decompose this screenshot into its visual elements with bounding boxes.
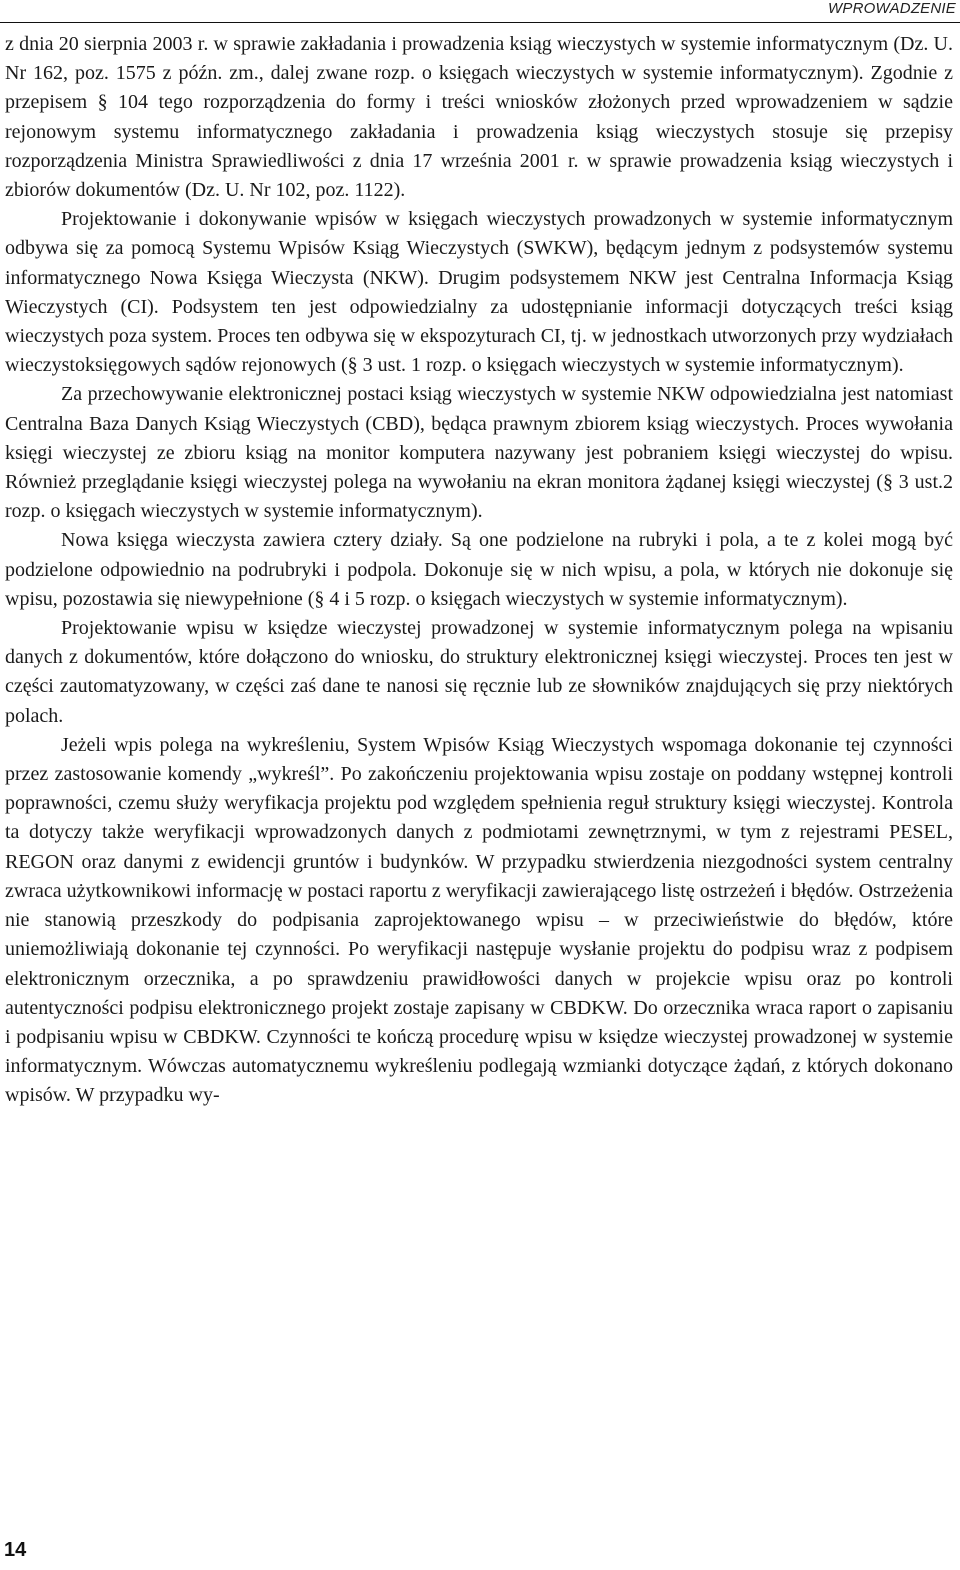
- paragraph-continued: z dnia 20 sierpnia 2003 r. w sprawie zakładania i prowadzenia ksiąg wieczystych w systemie informatycznym (Dz. U. Nr 162, poz. 1575 z późn. zm., dalej zwane rozp. o księgach wieczystych w systemie informatycznym). Zgodnie z przepisem § 104 tego rozporządzenia do formy i treści wniosków złożonych przed wprowadzeniem w sądzie rejonowym systemu informatycznego zakładania i prowadzenia ksiąg wieczystych stosuje się przepisy rozporządzenia Ministra Sprawiedliwości z dnia 17 września 2001 r. w sprawie prowadzenia ksiąg wieczystych i zbiorów dokumentów (Dz. U. Nr 102, poz. 1122).: [5, 33, 953, 202]
- page-body: [5, 30, 953, 1111]
- paragraph: Projektowanie i dokonywanie wpisów w księgach wieczystych prowadzonych w systemie informatycznym odbywa się za pomocą Systemu Wpisów Ksiąg Wieczystych (SWKW), będącym jednym z podsystemów systemu informatycznego Nowa Księga Wieczysta (NKW). Drugim podsystemem NKW jest Centralna Informacja Ksiąg Wieczystych (CI). Podsystem ten jest odpowiedzialny za udostępnianie informacji dotyczących treści ksiąg wieczystych poza system. Proces ten odbywa się w ekspozyturach CI, tj. w jednostkach utworzonych przy wydziałach wieczystoksięgowych sądów rejonowych (§ 3 ust. 1 rozp. o księgach wieczystych w systemie informatycznym).: [5, 208, 953, 377]
- paragraph: Projektowanie wpisu w księdze wieczystej prowadzonej w systemie informatycznym polega na wpisaniu danych z dokumentów, które dołączono do wniosku, do struktury elektronicznej księgi wieczystej. Proces ten jest w części zautomatyzowany, w części zaś dane te nanosi się ręcznie lub ze słowników znajdujących się przy niektórych polach.: [5, 617, 953, 727]
- paragraph: Za przechowywanie elektronicznej postaci ksiąg wieczystych w systemie NKW odpowiedzialna jest natomiast Centralna Baza Danych Ksiąg Wieczystych (CBD), będąca prawnym zbiorem ksiąg wieczystych. Proces wywołania księgi wieczystej ze zbioru ksiąg na monitor komputera nazywany jest pobraniem księgi wieczystej do wpisu. Również przeglądanie księgi wieczystej polega na wywołaniu na ekran monitora żądanej księgi wieczystej (§ 3 ust.2 rozp. o księgach wieczystych w systemie informatycznym).: [5, 383, 953, 523]
- paragraph: Jeżeli wpis polega na wykreśleniu, System Wpisów Ksiąg Wieczystych wspomaga dokonanie tej czynności przez zastosowanie komendy „wykreśl”. Po zakończeniu projektowania wpisu zostaje on poddany wstępnej kontroli poprawności, czemu służy weryfikacja projektu pod względem spełnienia reguł struktury księgi wieczystej. Kontrola ta dotyczy także weryfikacji wprowadzonych danych z podmiotami zewnętrznymi, w tym z rejestrami PESEL, REGON oraz danymi z ewidencji gruntów i budynków. W przypadku stwierdzenia niezgodności system centralny zwraca użytkownikowi informację w postaci raportu z weryfikacji zawierającego listę ostrzeżeń i błędów. Ostrzeżenia nie stanowią przeszkody do podpisania zaprojektowanego wpisu – w przeciwieństwie do błędów, które uniemożliwiają dokonanie tej czynności. Po weryfikacji następuje wysłanie projektu do podpisu wraz z podpisem elektronicznym orzecznika, a po sprawdzeniu prawidłowości danych w projekcie wpisu oraz po kontroli autentyczności podpisu elektronicznego projekt zostaje zapisany w CBDKW. Do orzecznika wraca raport o zapisaniu i podpisaniu wpisu w CBDKW. Czynności te kończą procedurę wpisu w księdze wieczystej prowadzonej w systemie informatycznym. Wówczas automatycznemu wykreśleniu podlegają wzmianki dotyczące żądań, z których dokonano wpisów. W przypadku wy-: [5, 733, 953, 1107]
- page-number: 14: [4, 1539, 27, 1561]
- paragraph: Nowa księga wieczysta zawiera cztery działy. Są one podzielone na rubryki i pola, a te z kolei mogą być podzielone odpowiednio na podrubryki i podpola. Dokonuje się w nich wpisu, a pola, w których nie dokonuje się wpisu, pozostawia się niewypełnione (§ 4 i 5 rozp. o księgach wieczystych w systemie informatycznym).: [5, 529, 953, 610]
- header-divider: [0, 22, 960, 23]
- running-header-section-title: WPROWADZENIE: [828, 0, 956, 17]
